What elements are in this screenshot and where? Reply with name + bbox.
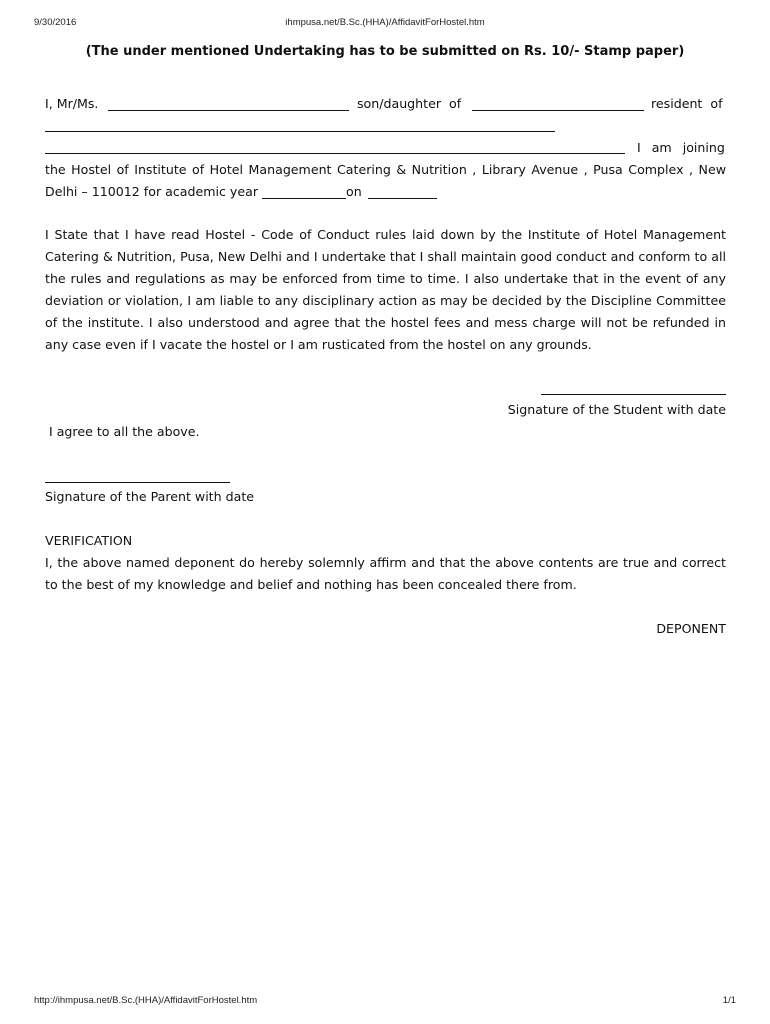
hostel-address-line: the Hostel of Institute of Hotel Management Catering & Nutrition , Library Avenue , Pusa Complex , New: [45, 162, 726, 177]
student-signature-label: Signature of the Student with date: [507, 402, 726, 417]
address-field-line-1[interactable]: [45, 131, 555, 132]
statement-line: the rules and regulations as may be enforced from time to time. I also undertake that in the event of any: [45, 271, 726, 286]
label-on: on: [346, 184, 362, 199]
statement-line: of the institute. I also understood and agree that the hostel fees and mess charge will not be refunded in: [45, 315, 726, 330]
parent-name-field-line[interactable]: [472, 110, 644, 111]
student-signature-line[interactable]: [541, 394, 726, 395]
label-delhi-academic-year: Delhi – 110012 for academic year: [45, 184, 259, 199]
academic-year-field-line[interactable]: [262, 198, 346, 199]
verification-line: to the best of my knowledge and belief and nothing has been concealed there from.: [45, 577, 577, 592]
label-resident-of: resident of: [651, 96, 723, 111]
page-number: 1/1: [722, 995, 736, 1006]
name-field-line[interactable]: [108, 110, 349, 111]
verification-paragraph: [45, 552, 726, 596]
agree-statement: I agree to all the above.: [49, 424, 200, 439]
print-date: 9/30/2016: [34, 17, 77, 28]
parent-signature-line[interactable]: [45, 482, 230, 483]
print-url: ihmpusa.net/B.Sc.(HHA)/AffidavitForHostel.htm: [285, 17, 485, 28]
statement-paragraph: [45, 224, 726, 356]
statement-line: I State that I have read Hostel - Code of Conduct rules laid down by the Institute of Hotel Management: [45, 227, 726, 242]
page-title: (The under mentioned Undertaking has to be submitted on Rs. 10/- Stamp paper): [85, 44, 685, 59]
footer-url: http://ihmpusa.net/B.Sc.(HHA)/AffidavitForHostel.htm: [34, 995, 258, 1006]
address-field-line-2[interactable]: [45, 153, 625, 154]
statement-line: deviation or violation, I am liable to any disciplinary action as may be decided by the Discipline Committee: [45, 293, 726, 308]
parent-signature-label: Signature of the Parent with date: [45, 489, 255, 504]
statement-line: Catering & Nutrition, Pusa, New Delhi and I undertake that I shall maintain good conduct and conform to all: [45, 249, 726, 264]
label-i-mr-ms: I, Mr/Ms.: [45, 96, 99, 111]
label-son-daughter-of: son/daughter of: [357, 96, 462, 111]
date-field-line[interactable]: [368, 198, 437, 199]
statement-line: any case even if I vacate the hostel or I am rusticated from the hostel on any grounds.: [45, 337, 592, 352]
verification-heading: VERIFICATION: [45, 533, 133, 548]
label-i-am-joining: I am joining: [637, 140, 725, 155]
verification-line: I, the above named deponent do hereby solemnly affirm and that the above contents are true and correct: [45, 555, 726, 570]
deponent-label: DEPONENT: [656, 621, 726, 636]
